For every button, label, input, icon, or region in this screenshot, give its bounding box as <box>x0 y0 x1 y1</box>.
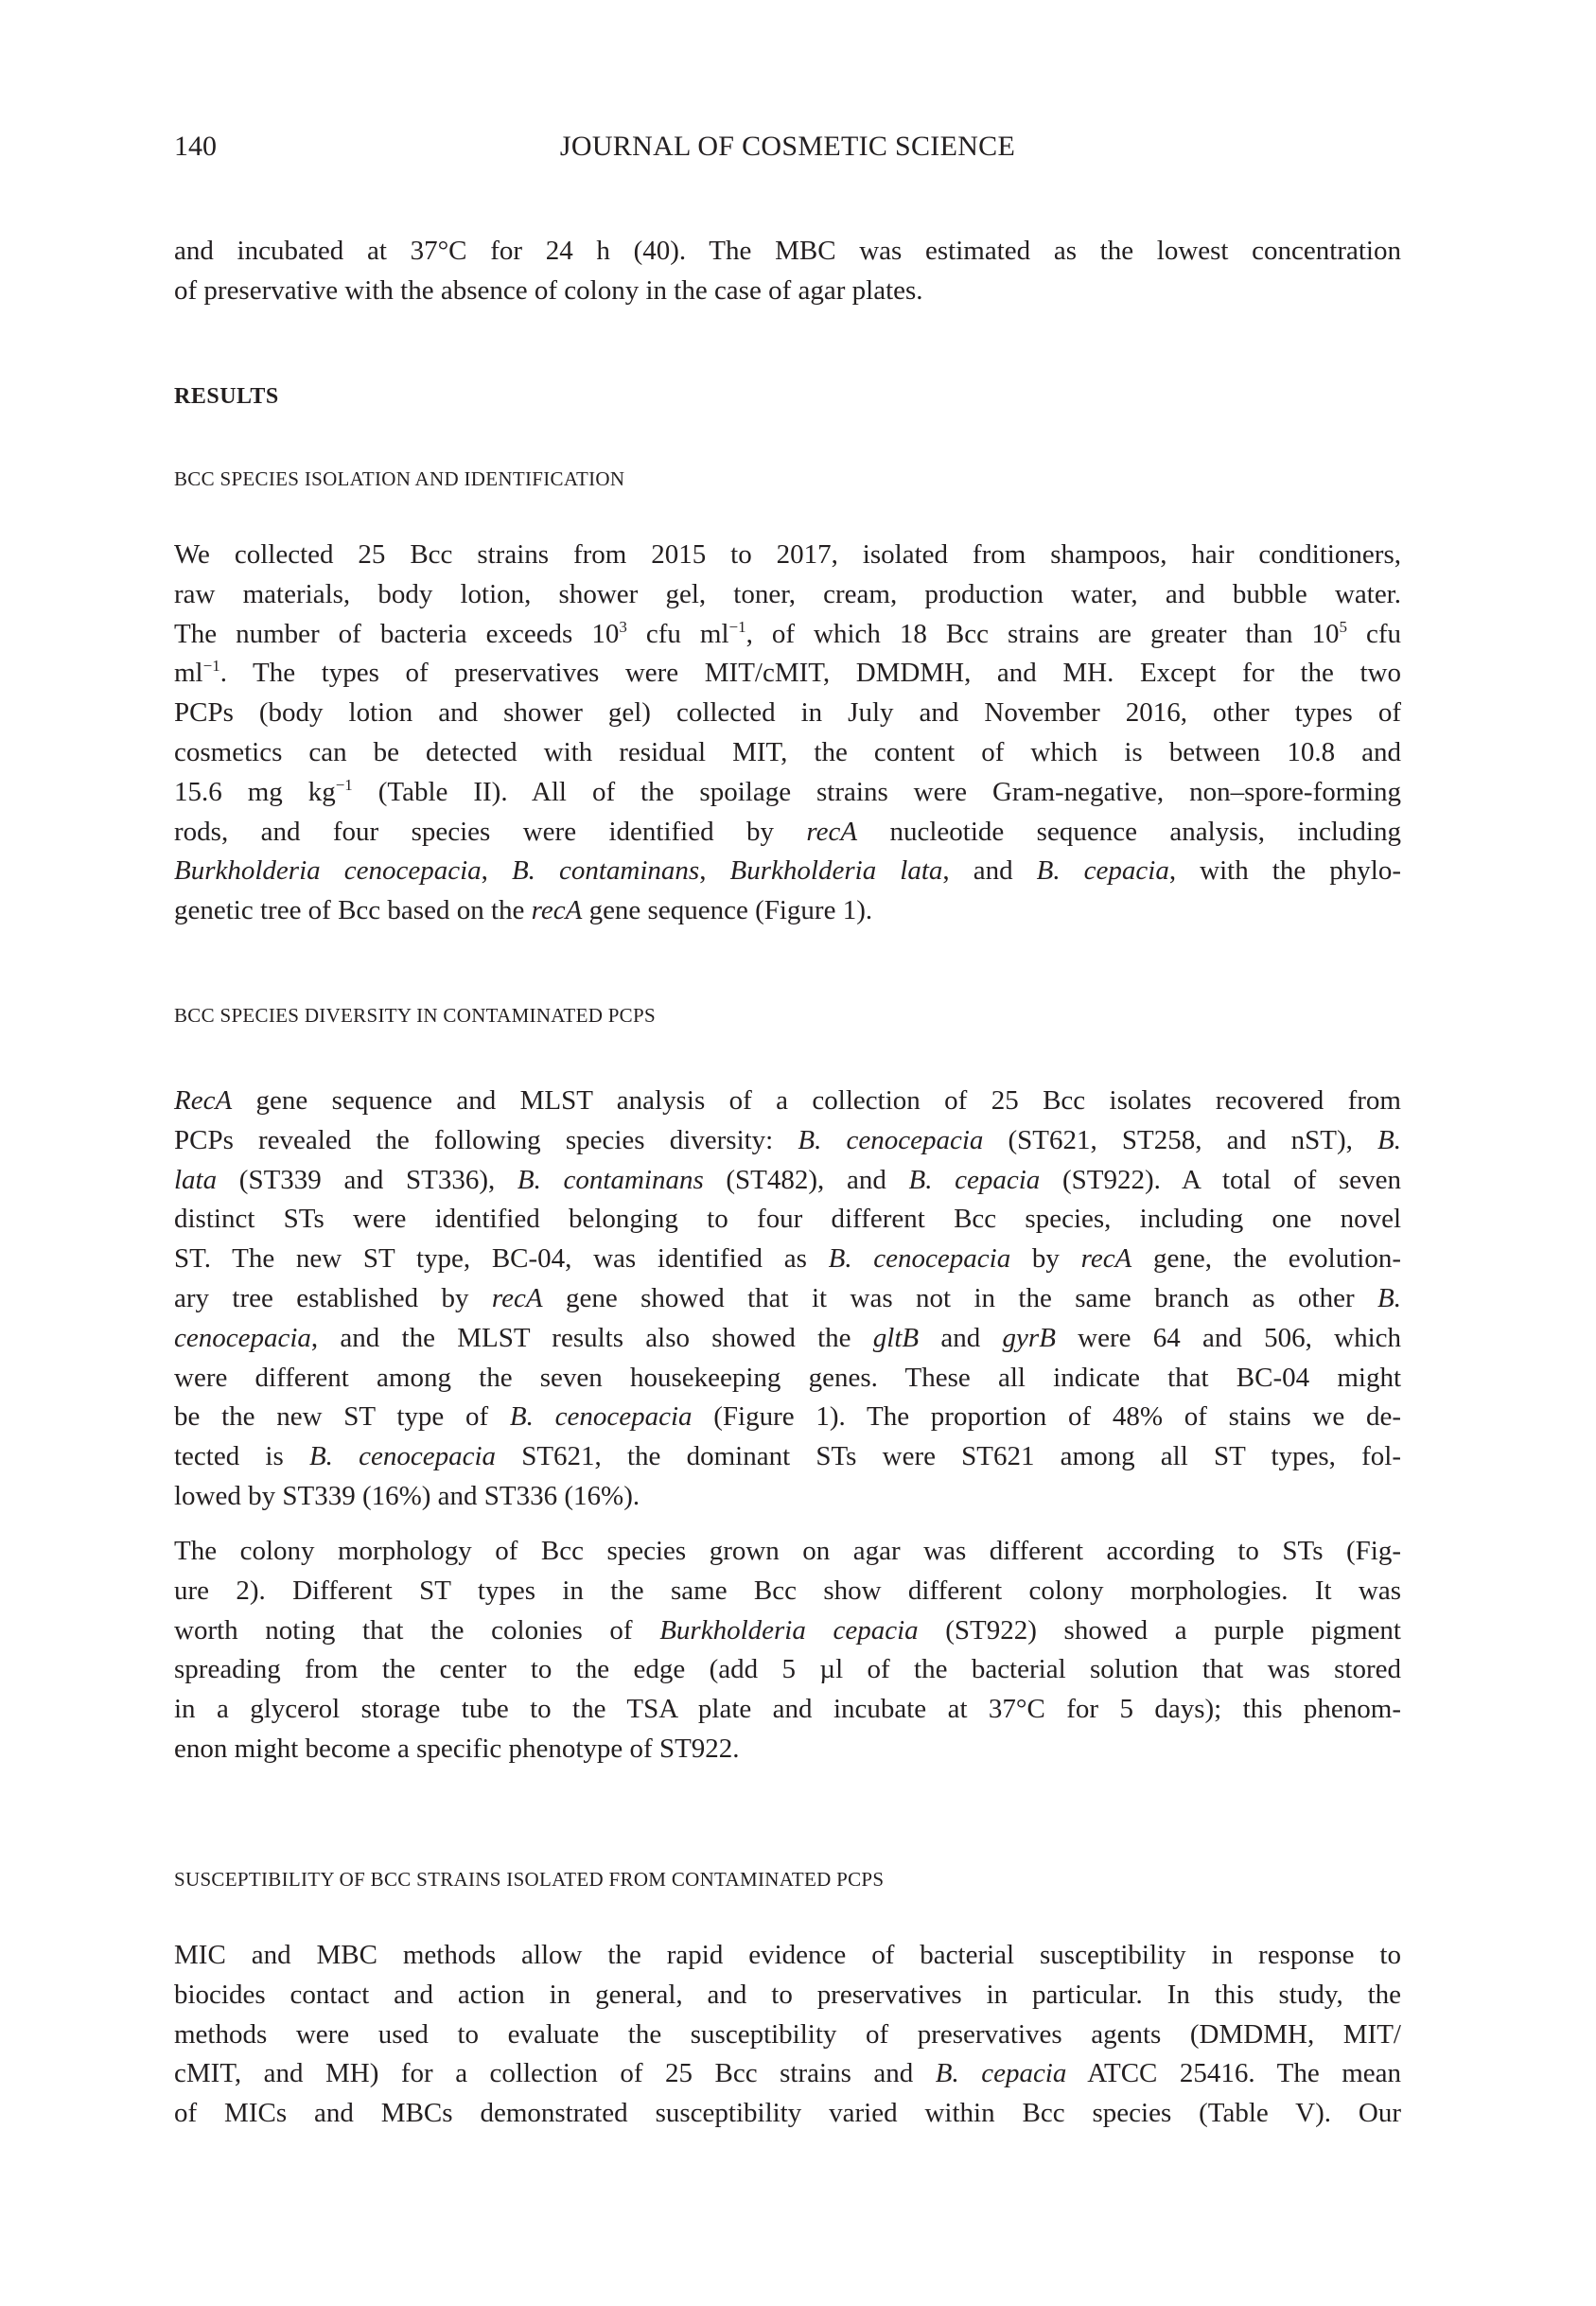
text-run: of MICs and MBCs demonstrated susceptibility varied within Bcc species (Table V). Our <box>174 2098 1401 2129</box>
text-line <box>174 1572 1401 1611</box>
text-line <box>174 694 1401 733</box>
text-line <box>174 2054 1401 2094</box>
text-line <box>174 1240 1401 1279</box>
text-line <box>174 733 1401 773</box>
text-run: (Table II). All of the spoilage strains were Gram-negative, non–spore-forming <box>352 776 1401 807</box>
text-run: enon might become a specific phenotype of ST922. <box>174 1733 740 1764</box>
paragraph-isolation <box>174 536 1401 931</box>
text-line <box>174 2016 1401 2055</box>
text-line <box>174 575 1401 615</box>
italic-term: B. contaminans <box>517 1164 704 1195</box>
text-run: 15.6 mg kg <box>174 776 336 807</box>
text-run: distinct STs were identified belonging to four different Bcc species, including one novel <box>174 1204 1401 1235</box>
subheading-susceptibility: SUSCEPTIBILITY OF BCC STRAINS ISOLATED FROM CONTAMINATED PCPS <box>174 1868 885 1891</box>
text-run: raw materials, body lotion, shower gel, toner, cream, production water, and bubble water. <box>174 578 1401 609</box>
text-run: gene sequence and MLST analysis of a collection of 25 Bcc isolates recovered from <box>232 1085 1401 1116</box>
running-header <box>174 131 1401 168</box>
text-line <box>174 1161 1401 1201</box>
italic-term: B. cepacia <box>935 2058 1067 2089</box>
text-run: , <box>699 855 730 887</box>
text-line <box>174 2094 1401 2134</box>
text-run: ml <box>174 658 203 689</box>
text-run: cosmetics can be detected with residual MIT, the content of which is between 10.8 and <box>174 736 1401 767</box>
text-line <box>174 1477 1401 1517</box>
text-run: gene sequence (Figure 1). <box>582 895 873 926</box>
superscript: −1 <box>728 617 746 636</box>
text-run: were 64 and 506, which <box>1055 1322 1402 1353</box>
text-run: spreading from the center to the edge (add 5 µl of the bacterial solution that was stored <box>174 1654 1401 1685</box>
italic-term: recA <box>1080 1243 1132 1275</box>
italic-term: recA <box>531 895 583 926</box>
text-run: gene, the evolution- <box>1131 1243 1402 1275</box>
italic-term: recA <box>806 816 858 847</box>
text-line <box>174 536 1401 575</box>
text-run: by <box>1010 1243 1081 1275</box>
text-run: biocides contact and action in general, and to preservatives in particular. In this study, the <box>174 1979 1401 2010</box>
italic-term: lata <box>174 1164 218 1195</box>
italic-term: Burkholderia lata <box>729 855 943 887</box>
italic-term: B. cepacia <box>908 1164 1041 1195</box>
text-run: in a glycerol storage tube to the TSA plate and incubate at 37°C for 5 days); this phenom- <box>174 1694 1401 1725</box>
text-run: lowed by ST339 (16%) and ST336 (16%). <box>174 1480 640 1511</box>
text-run: tected is <box>174 1441 309 1472</box>
journal-title: JOURNAL OF COSMETIC SCIENCE <box>559 131 1016 162</box>
text-line <box>174 1437 1401 1477</box>
text-line <box>174 1532 1401 1572</box>
italic-term: recA <box>491 1282 543 1313</box>
text-run: gene showed that it was not in the same branch as other <box>542 1282 1378 1313</box>
italic-term: gyrB <box>1002 1322 1056 1353</box>
text-line <box>174 1121 1401 1161</box>
text-line <box>174 813 1401 853</box>
italic-term: B. cenocepacia <box>798 1124 984 1155</box>
text-run: (ST482), and <box>703 1164 909 1195</box>
italic-term: B. <box>1377 1282 1401 1313</box>
subheading-diversity: BCC SPECIES DIVERSITY IN CONTAMINATED PCPS <box>174 1004 656 1027</box>
italic-term: B. cenocepacia <box>828 1243 1011 1275</box>
text-line <box>174 654 1401 694</box>
section-heading-results: RESULTS <box>174 384 279 409</box>
paragraph-methods-end <box>174 232 1401 311</box>
italic-term: RecA <box>174 1085 233 1116</box>
text-line <box>174 1279 1401 1319</box>
text-run: (ST922) showed a purple pigment <box>918 1614 1401 1646</box>
text-line <box>174 1398 1401 1437</box>
text-run: PCPs revealed the following species diversity: <box>174 1124 798 1155</box>
text-line <box>174 852 1401 891</box>
text-run: , and the MLST results also showed the <box>310 1322 873 1353</box>
text-run: nucleotide sequence analysis, including <box>857 816 1401 847</box>
italic-term: B. cenocepacia <box>509 1401 693 1433</box>
text-run: , with the phylo- <box>1168 855 1402 887</box>
text-line <box>174 1936 1401 1976</box>
italic-term: B. contaminans <box>511 855 700 887</box>
text-line <box>174 272 1401 311</box>
text-run: cfu ml <box>626 618 729 649</box>
text-run: and incubated at 37°C for 24 h (40). The MBC was estimated as the lowest concentration <box>174 236 1401 266</box>
text-line <box>174 1611 1401 1651</box>
text-run: (ST621, ST258, and nST), <box>983 1124 1378 1155</box>
text-run: , of which 18 Bcc strains are greater than 10 <box>745 618 1340 649</box>
text-line <box>174 1650 1401 1690</box>
text-run: cfu <box>1346 618 1401 649</box>
italic-term: B. cepacia <box>1036 855 1169 887</box>
text-run: ary tree established by <box>174 1282 492 1313</box>
text-run: (ST922). A total of seven <box>1040 1164 1401 1195</box>
text-run: We collected 25 Bcc strains from 2015 to 2017, isolated from shampoos, hair conditioners, <box>174 539 1401 570</box>
text-line <box>174 1082 1401 1121</box>
superscript: 3 <box>619 617 627 636</box>
text-line <box>174 1319 1401 1359</box>
text-run: were different among the seven housekeeping genes. These all indicate that BC-04 might <box>174 1362 1401 1393</box>
italic-term: Burkholderia cepacia <box>659 1614 919 1646</box>
text-run: , and <box>942 855 1037 887</box>
text-run: worth noting that the colonies of <box>174 1614 660 1646</box>
text-run: PCPs (body lotion and shower gel) collected in July and November 2016, other types of <box>174 697 1401 729</box>
text-line <box>174 1976 1401 2016</box>
text-line <box>174 1359 1401 1399</box>
text-run: (ST339 and ST336), <box>217 1164 517 1195</box>
text-line <box>174 773 1401 813</box>
text-run: cMIT, and MH) for a collection of 25 Bcc strains and <box>174 2058 936 2089</box>
text-run: ST621, the dominant STs were ST621 among all ST types, fol- <box>496 1441 1401 1472</box>
italic-term: Burkholderia cenocepacia <box>174 855 482 887</box>
text-run: ST. The new ST type, BC-04, was identified as <box>174 1243 829 1275</box>
italic-term: gltB <box>872 1322 920 1353</box>
text-run: of preservative with the absence of colony in the case of agar plates. <box>174 274 923 306</box>
text-line <box>174 1200 1401 1240</box>
superscript: 5 <box>1339 617 1347 636</box>
paragraph-diversity <box>174 1082 1401 1517</box>
text-run: The number of bacteria exceeds 10 <box>174 618 620 649</box>
text-line <box>174 232 1401 272</box>
italic-term: B. cenocepacia <box>308 1441 497 1472</box>
text-run: ure 2). Different ST types in the same Bcc show different colony morphologies. It was <box>174 1575 1401 1606</box>
paragraph-susceptibility <box>174 1936 1401 2134</box>
text-run: and <box>919 1322 1003 1353</box>
text-run: methods were used to evaluate the susceptibility of preservatives agents (DMDMH, MIT/ <box>174 2018 1401 2050</box>
text-line <box>174 615 1401 655</box>
text-run: genetic tree of Bcc based on the <box>174 895 532 926</box>
italic-term: B. <box>1377 1124 1401 1155</box>
text-run: , <box>481 855 512 887</box>
subheading-isolation: BCC SPECIES ISOLATION AND IDENTIFICATION <box>174 467 625 490</box>
italic-term: cenocepacia <box>174 1322 311 1353</box>
text-line <box>174 1690 1401 1730</box>
text-run: MIC and MBC methods allow the rapid evidence of bacterial susceptibility in response to <box>174 1940 1401 1970</box>
superscript: −1 <box>202 657 220 676</box>
page-number: 140 <box>174 131 217 162</box>
text-run: The colony morphology of Bcc species grown on agar was different according to STs (Fig- <box>174 1536 1401 1566</box>
text-run: (Figure 1). The proportion of 48% of stains we de- <box>692 1401 1401 1433</box>
superscript: −1 <box>335 775 353 794</box>
text-run: . The types of preservatives were MIT/cMIT, DMDMH, and MH. Except for the two <box>219 658 1401 689</box>
text-run: rods, and four species were identified by <box>174 816 807 847</box>
text-run: ATCC 25416. The mean <box>1066 2058 1402 2089</box>
text-line <box>174 1730 1401 1769</box>
text-line <box>174 891 1401 931</box>
text-run: be the new ST type of <box>174 1401 510 1433</box>
paragraph-morphology <box>174 1532 1401 1769</box>
